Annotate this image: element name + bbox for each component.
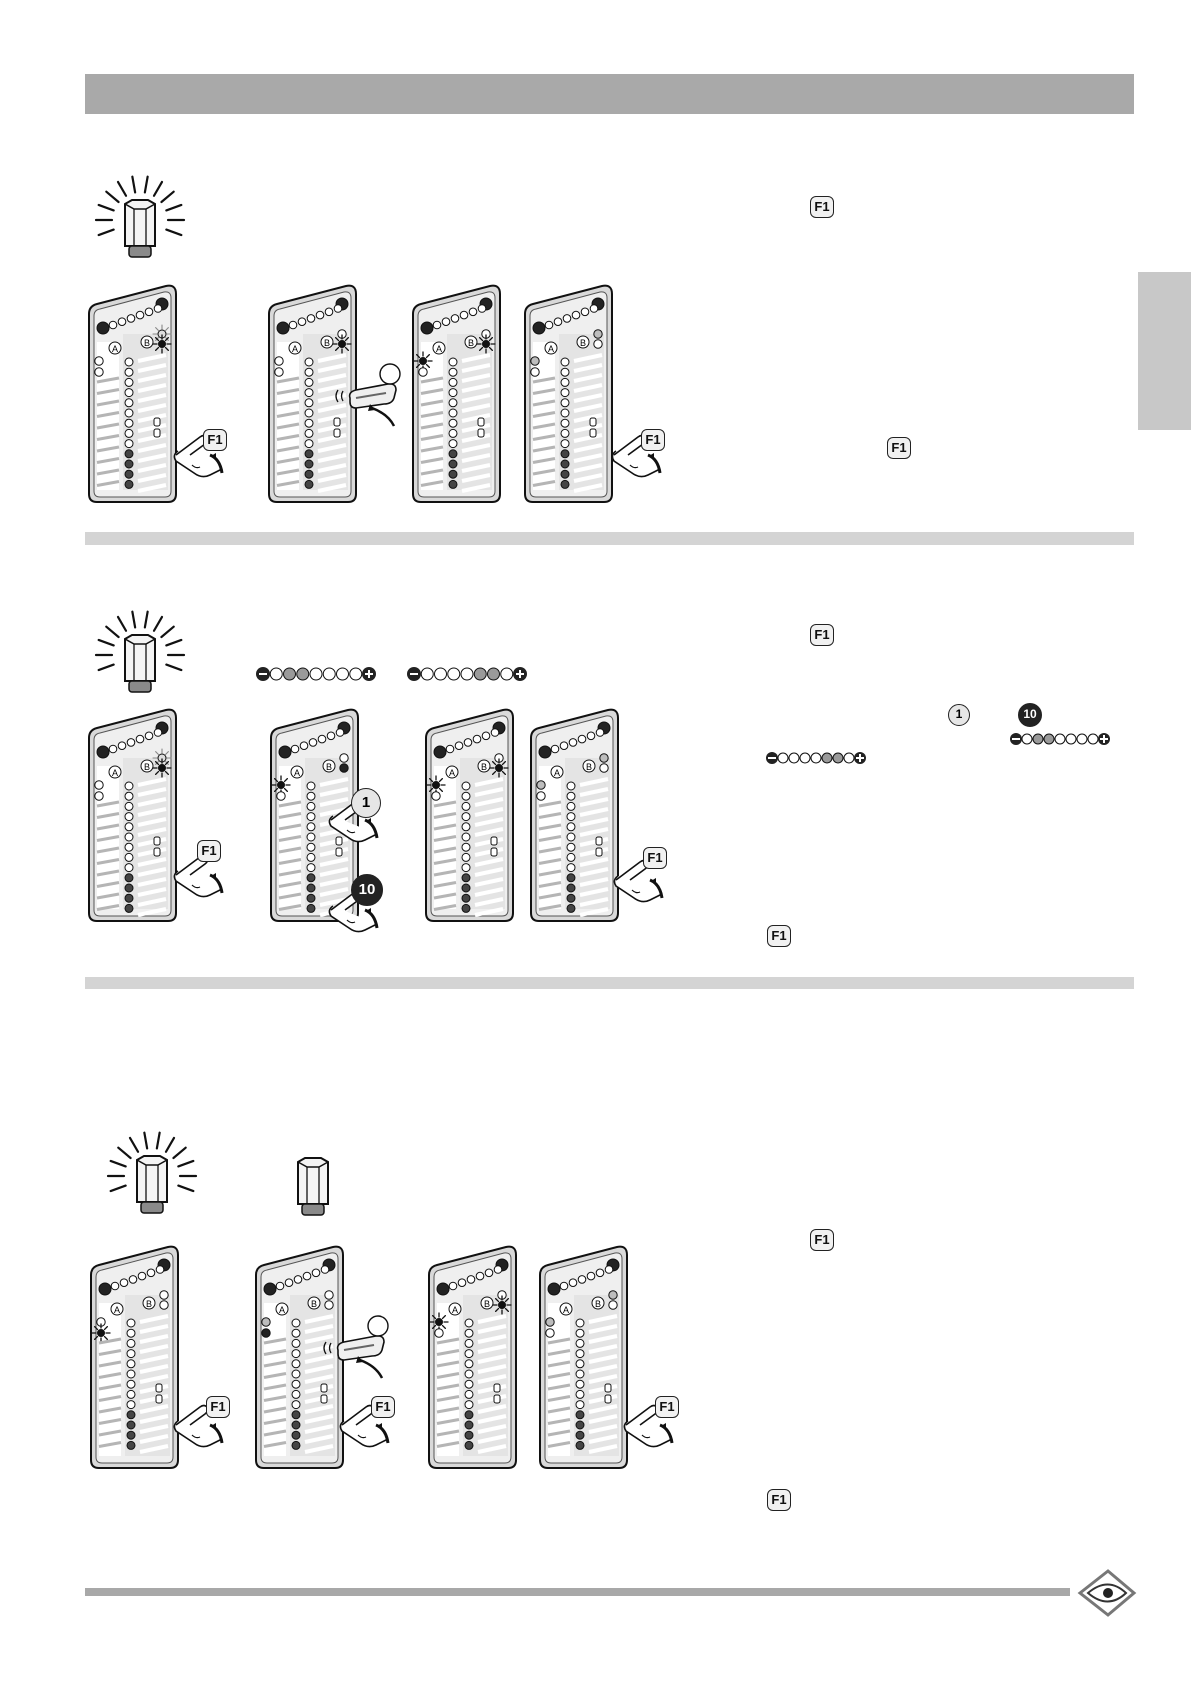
num-10-marker: 10 — [351, 874, 383, 906]
svg-text:A: A — [435, 344, 443, 354]
f1-key-panel-5: F1 — [197, 840, 221, 862]
control-panel-icon — [85, 284, 180, 504]
svg-text:A: A — [553, 768, 561, 778]
control-panel-icon — [527, 708, 622, 923]
control-panel-icon — [422, 708, 517, 923]
f1-key-panel-8: F1 — [643, 847, 667, 869]
lamp-icon — [107, 1138, 197, 1228]
svg-text:B: B — [325, 762, 333, 772]
svg-text:B: B — [467, 338, 475, 348]
remote-transmitter-icon — [332, 368, 412, 428]
f1-key-panel-4: F1 — [641, 429, 665, 451]
section-separator-1 — [85, 532, 1134, 545]
f1-key-text-2: F1 — [887, 437, 911, 459]
svg-text:B: B — [594, 1299, 602, 1309]
svg-text:B: B — [310, 1299, 318, 1309]
dot-scale-icon — [255, 666, 375, 682]
svg-text:B: B — [585, 762, 593, 772]
svg-text:A: A — [111, 344, 119, 354]
dot-scale-icon — [765, 751, 865, 765]
svg-text:B: B — [579, 338, 587, 348]
svg-text:B: B — [145, 1299, 153, 1309]
control-panel-icon — [409, 284, 504, 504]
dot-scale-icon — [1009, 732, 1109, 746]
f1-key-text-5: F1 — [810, 1229, 834, 1251]
svg-text:B: B — [143, 762, 151, 772]
remote-transmitter-icon — [320, 1320, 400, 1380]
f1-key-text-6: F1 — [767, 1489, 791, 1511]
svg-text:A: A — [291, 344, 299, 354]
svg-text:B: B — [483, 1299, 491, 1309]
f1-key-panel-1: F1 — [203, 429, 227, 451]
svg-text:A: A — [562, 1305, 570, 1315]
f1-key-text-3: F1 — [810, 624, 834, 646]
f1-key-text-4: F1 — [767, 925, 791, 947]
footer-bar — [85, 1588, 1070, 1596]
side-tab — [1138, 272, 1191, 430]
svg-text:B: B — [323, 338, 331, 348]
num-1-text: 1 — [948, 704, 970, 726]
control-panel-icon — [85, 708, 180, 923]
svg-text:B: B — [480, 762, 488, 772]
f1-key-panel-9: F1 — [206, 1396, 230, 1418]
section-separator-2 — [85, 977, 1134, 989]
lamp-icon — [95, 182, 185, 272]
svg-text:A: A — [448, 768, 456, 778]
num-1-marker: 1 — [351, 788, 381, 818]
header-band — [85, 74, 1134, 114]
svg-text:A: A — [547, 344, 555, 354]
control-panel-icon — [425, 1245, 520, 1470]
footer-logo-icon — [1078, 1568, 1136, 1618]
control-panel-icon — [87, 1245, 182, 1470]
num-10-text: 10 — [1018, 703, 1042, 727]
control-panel-icon — [521, 284, 616, 504]
svg-text:A: A — [111, 768, 119, 778]
f1-key-panel-10: F1 — [371, 1396, 395, 1418]
svg-text:A: A — [293, 768, 301, 778]
svg-text:A: A — [451, 1305, 459, 1315]
lamp-icon — [95, 617, 185, 707]
svg-text:A: A — [278, 1305, 286, 1315]
f1-key-text-1: F1 — [810, 196, 834, 218]
svg-text:A: A — [113, 1305, 121, 1315]
control-panel-icon — [536, 1245, 631, 1470]
dot-scale-icon — [406, 666, 526, 682]
lamp-icon — [278, 1150, 348, 1230]
svg-text:B: B — [143, 338, 151, 348]
f1-key-panel-12: F1 — [655, 1396, 679, 1418]
